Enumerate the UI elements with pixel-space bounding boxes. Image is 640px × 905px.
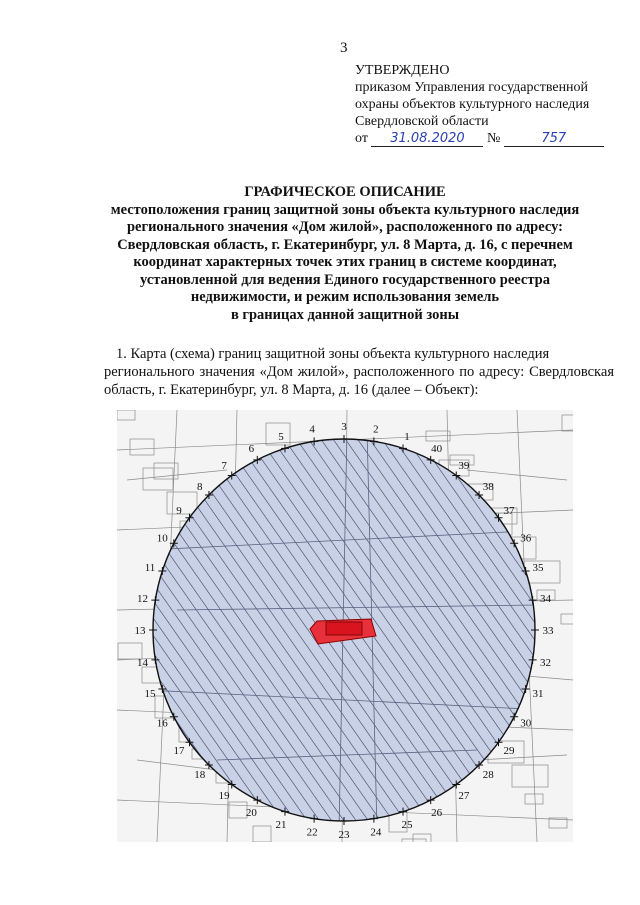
from-label: от xyxy=(355,131,368,146)
boundary-point-label: 33 xyxy=(542,625,554,637)
boundary-point-label: 9 xyxy=(176,505,182,518)
boundary-point-label: 3 xyxy=(341,421,347,433)
page-number: 3 xyxy=(340,40,348,56)
paragraph-first-line: 1. Карта (схема) границ защитной зоны объекта культурного наследия xyxy=(116,346,550,362)
paragraph-number: 1. xyxy=(116,346,127,362)
approval-date-row xyxy=(355,130,625,147)
boundary-point-label: 35 xyxy=(532,562,544,574)
paragraph-rest: регионального значения «Дом жилой», расположенного по адресу: Свердловская область, г. Екатеринбург, ул. 8 Марта, д. 16 (далее – Объект): xyxy=(104,364,614,398)
boundary-point-label: 15 xyxy=(144,688,156,700)
approval-block xyxy=(355,62,625,147)
boundary-point-label: 39 xyxy=(458,460,470,472)
boundary-point-label: 11 xyxy=(144,562,156,574)
title-line: Свердловская область, г. Екатеринбург, ул. 8 Марта, д. 16, с перечнем xyxy=(117,236,573,253)
boundary-point-label: 31 xyxy=(532,688,544,700)
boundary-point-label: 22 xyxy=(306,826,318,839)
approval-title: УТВЕРЖДЕНО xyxy=(355,63,450,78)
title-line: регионального значения «Дом жилой», расположенного по адресу: xyxy=(126,219,563,235)
boundary-point-label: 5 xyxy=(278,431,284,443)
boundary-point-label: 37 xyxy=(503,505,515,518)
boundary-point-label: 14 xyxy=(137,656,148,669)
boundary-point-label: 25 xyxy=(401,819,413,831)
title-line: недвижимости, и режим использования земель xyxy=(190,289,500,305)
approval-date: 31.08.2020 xyxy=(371,131,483,147)
protection-zone-map xyxy=(117,410,573,842)
approval-number: 757 xyxy=(504,131,604,147)
boundary-point-label: 1 xyxy=(404,431,410,443)
approval-line: охраны объектов культурного наследия xyxy=(355,97,590,112)
title-line: установленной для ведения Единого государственного реестра xyxy=(140,271,550,288)
title-line: местоположения границ защитной зоны объекта культурного наследия xyxy=(110,201,580,218)
approval-line: приказом Управления государственной xyxy=(355,80,589,95)
boundary-point-label: 13 xyxy=(134,625,146,637)
boundary-point-label: 4 xyxy=(309,423,315,436)
number-label: № xyxy=(486,131,501,146)
boundary-point-label: 34 xyxy=(540,593,551,606)
boundary-point-label: 40 xyxy=(431,443,443,456)
boundary-point-label: 36 xyxy=(520,532,532,545)
boundary-point-label: 38 xyxy=(482,480,494,493)
title-heading: ГРАФИЧЕСКОЕ ОПИСАНИЕ xyxy=(244,184,446,200)
boundary-point-label: 2 xyxy=(373,423,379,436)
boundary-point-label: 27 xyxy=(458,790,470,802)
boundary-point-label: 30 xyxy=(520,717,532,730)
title-line: в границах данной защитной зоны xyxy=(230,306,460,323)
heritage-object-building xyxy=(326,622,362,635)
boundary-point-label: 17 xyxy=(173,744,185,757)
approval-line: Свердловской области xyxy=(355,114,489,129)
boundary-point-label: 6 xyxy=(248,443,255,456)
boundary-point-label: 19 xyxy=(218,790,230,802)
boundary-point-label: 18 xyxy=(194,769,206,782)
boundary-point-label: 26 xyxy=(431,806,443,819)
boundary-point-label: 12 xyxy=(137,593,148,606)
boundary-point-label: 23 xyxy=(338,829,350,841)
boundary-point-label: 32 xyxy=(540,656,551,669)
boundary-point-label: 24 xyxy=(370,826,382,839)
boundary-point-label: 28 xyxy=(482,769,494,782)
boundary-point-label: 7 xyxy=(221,460,227,472)
boundary-point-label: 16 xyxy=(156,717,168,730)
boundary-point-label: 21 xyxy=(275,819,287,831)
boundary-point-label: 29 xyxy=(503,744,515,757)
boundary-point-label: 10 xyxy=(156,532,168,545)
title-line: координат характерных точек этих границ в системе координат, xyxy=(133,254,557,270)
boundary-point-label: 8 xyxy=(197,480,203,493)
document-title xyxy=(60,184,630,324)
boundary-point-label: 20 xyxy=(245,806,257,819)
paragraph-1 xyxy=(104,345,614,399)
